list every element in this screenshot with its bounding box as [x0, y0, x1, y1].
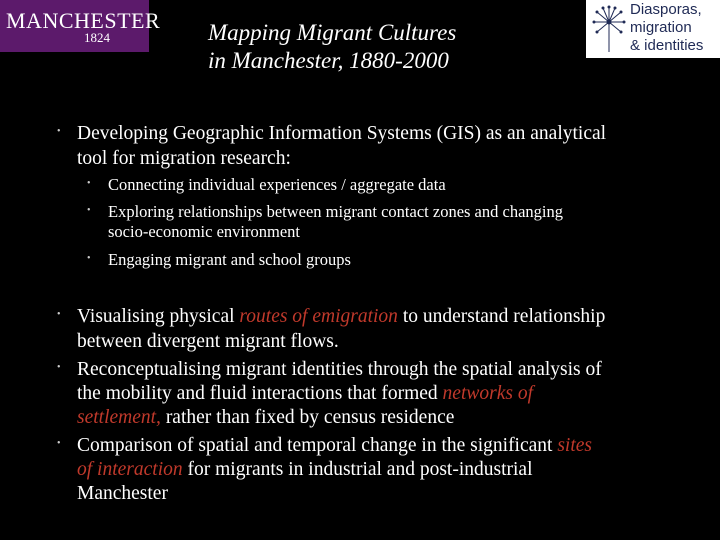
sub-bullet-3-marker: •: [87, 253, 91, 264]
bullet-2-text-post: to understand relationship: [397, 306, 606, 327]
project-logo-line-2: migration: [630, 19, 692, 36]
project-logo-line-1: Diasporas,: [630, 1, 702, 18]
bullet-2-line-2: between divergent migrant flows.: [77, 331, 339, 352]
bullet-2-marker: •: [57, 309, 61, 320]
university-year: 1824: [84, 30, 110, 45]
bullet-1-marker: •: [57, 126, 61, 137]
bullet-4-line-1: [77, 433, 697, 458]
bullet-3-emphasis-2: settlement,: [77, 407, 161, 428]
bullet-1-line-1: Developing Geographic Information Systems (GIS) as an analytical: [77, 123, 607, 144]
bullet-4-line-1-text: Comparison of spatial and temporal change in the significant: [77, 435, 558, 456]
bullet-2-line-1: [77, 304, 697, 329]
bullet-4-line-2-text: for migrants in industrial and post-industrial: [182, 459, 533, 480]
sub-bullet-3: Engaging migrant and school groups: [108, 250, 351, 269]
bullet-4-marker: •: [57, 438, 61, 449]
bullet-2-text-pre: Visualising physical: [77, 306, 240, 327]
sub-bullet-2-line-2: socio-economic environment: [108, 222, 300, 241]
bullet-4-emphasis-2: of interaction: [77, 459, 183, 480]
sub-bullet-2-line-1: Exploring relationships between migrant contact zones and changing: [108, 202, 563, 221]
sub-bullet-1-marker: •: [87, 178, 91, 189]
bullet-3-marker: •: [57, 362, 61, 373]
university-wordmark: MANCHESTER: [6, 8, 161, 33]
sub-bullet-2-marker: •: [87, 205, 91, 216]
bullet-1-line-2: tool for migration research:: [77, 148, 291, 169]
bullet-3-line-2: [77, 381, 697, 406]
bullet-3-emphasis-1: networks of: [442, 383, 534, 404]
sub-bullet-1: Connecting individual experiences / aggregate data: [108, 175, 446, 194]
bullet-3-line-3: [77, 405, 697, 430]
bullet-3-line-1: Reconceptualising migrant identities through the spatial analysis of: [77, 359, 602, 380]
bullet-4-line-2: [77, 457, 697, 482]
bullet-4-emphasis-1: sites: [557, 435, 593, 456]
title-line-2: in Manchester, 1880-2000: [208, 48, 449, 73]
bullet-3-line-2-text: the mobility and fluid interactions that formed: [77, 383, 443, 404]
bullet-4-line-3: Manchester: [77, 483, 168, 504]
bullet-2-emphasis: routes of emigration: [239, 306, 398, 327]
bullet-3-line-3-text: rather than fixed by census residence: [160, 407, 455, 428]
project-logo-line-3: & identities: [630, 37, 704, 54]
title-line-1: Mapping Migrant Cultures: [208, 20, 457, 45]
